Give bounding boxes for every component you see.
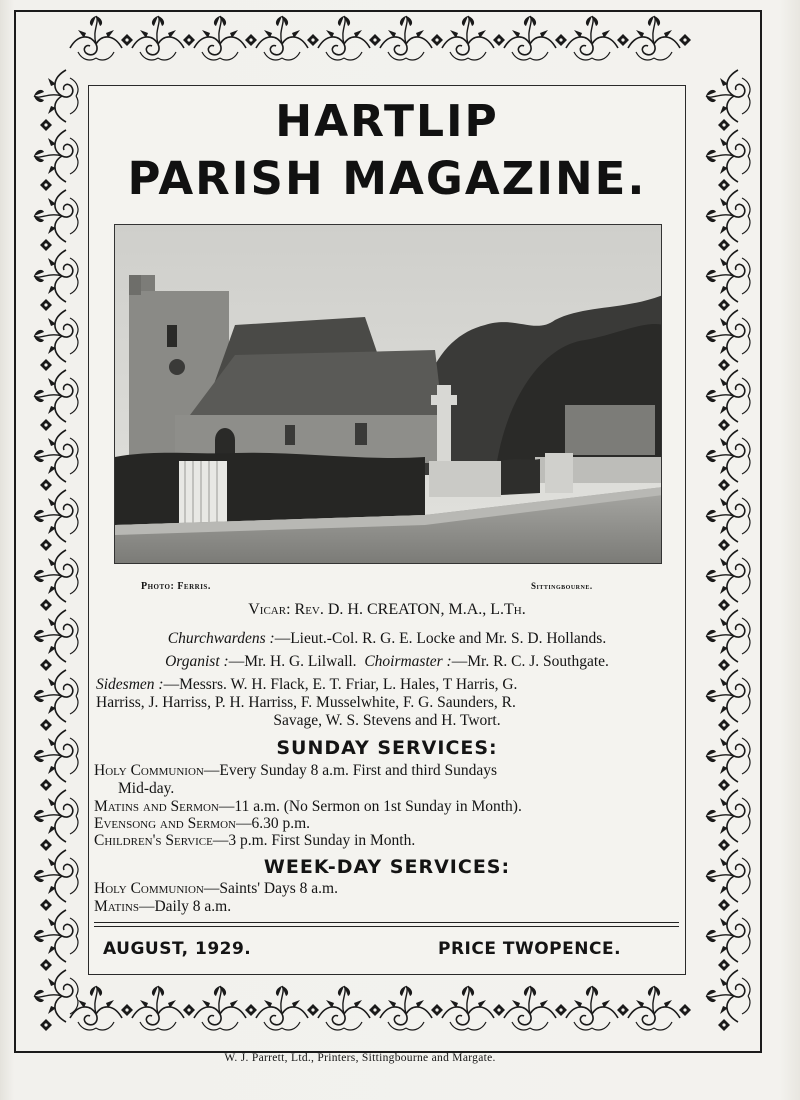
border-diamond (307, 1004, 319, 1016)
border-flourish (34, 670, 78, 722)
border-flourish (706, 130, 750, 182)
border-flourish (34, 970, 78, 1022)
masthead-title-line1: HARTLIP (275, 96, 499, 147)
border-diamond (40, 839, 52, 851)
border-flourish (706, 190, 750, 242)
sunday-matins-text: —11 a.m. (No Sermon on 1st Sunday in Month). (218, 798, 522, 815)
vicar-text: Vicar: Rev. D. H. CREATON, M.A., L.Th. (248, 601, 526, 618)
border-diamond (40, 779, 52, 791)
border-diamond (369, 1004, 381, 1016)
border-flourish (256, 986, 308, 1030)
sunday-evensong-label: Evensong and Sermon (94, 815, 236, 832)
weekday-holy-communion (94, 880, 680, 898)
border-flourish (566, 16, 618, 60)
photo-credit: Photo: Ferris. (141, 581, 211, 592)
border-diamond (718, 1019, 730, 1031)
sunday-matins-label: Matins and Sermon (94, 798, 219, 815)
organist-label: Organist : (165, 653, 229, 670)
border-diamond (40, 599, 52, 611)
border-flourish (34, 790, 78, 842)
border-flourish (34, 430, 78, 482)
border-flourish (194, 16, 246, 60)
printer-imprint: W. J. Parrett, Ltd., Printers, Sittingbourne and Margate. (224, 1052, 496, 1064)
border-diamond (718, 839, 730, 851)
photo-location: Sittingbourne. (531, 581, 593, 591)
border-diamond (40, 419, 52, 431)
church-photograph (114, 224, 662, 564)
masthead-title-line2: PARISH MAGAZINE. (127, 152, 647, 205)
sidesmen-names-3: Savage, W. S. Stevens and H. Twort. (273, 712, 501, 729)
border-diamond (40, 899, 52, 911)
border-flourish (504, 16, 556, 60)
choirmaster-name: —Mr. R. C. J. Southgate. (451, 653, 609, 670)
border-flourish (706, 850, 750, 902)
border-diamond (718, 539, 730, 551)
sidesmen-label: Sidesmen : (96, 676, 164, 693)
border-flourish (442, 986, 494, 1030)
border-flourish (706, 490, 750, 542)
weekday-matins-label: Matins (94, 898, 139, 915)
border-flourish (34, 130, 78, 182)
border-flourish (34, 70, 78, 122)
border-flourish (34, 850, 78, 902)
border-diamond (718, 179, 730, 191)
sunday-childrens-text: —3 p.m. First Sunday in Month. (212, 832, 416, 849)
border-diamond (718, 419, 730, 431)
sidesmen-names-1: —Messrs. W. H. Flack, E. T. Friar, L. Hales, T Harris, G. (163, 676, 518, 693)
border-diamond (40, 299, 52, 311)
border-flourish (628, 16, 680, 60)
border-diamond (245, 34, 257, 46)
border-flourish (706, 310, 750, 362)
border-diamond (369, 34, 381, 46)
sidesmen-names-2: Harriss, J. Harriss, P. H. Harriss, F. Musselwhite, F. G. Saunders, R. (96, 694, 516, 711)
border-flourish (628, 986, 680, 1030)
border-flourish (706, 670, 750, 722)
border-diamond (40, 479, 52, 491)
border-flourish (706, 610, 750, 662)
churchwardens-label: Churchwardens : (167, 630, 275, 647)
churchwardens-names: —Lieut.-Col. R. G. E. Locke and Mr. S. D. Hollands. (274, 630, 607, 647)
organist-line (94, 653, 680, 671)
footer-rule-top-2 (94, 926, 679, 927)
choirmaster-label: Choirmaster : (364, 653, 452, 670)
weekday-holy-communion-text: —Saints' Days 8 a.m. (203, 880, 338, 897)
border-flourish (318, 986, 370, 1030)
border-flourish (706, 550, 750, 602)
border-diamond (40, 659, 52, 671)
sunday-holy-communion-label: Holy Communion (94, 762, 204, 779)
border-flourish (34, 250, 78, 302)
border-flourish (706, 730, 750, 782)
border-diamond (40, 119, 52, 131)
border-diamond (245, 1004, 257, 1016)
footer-rule-top (94, 922, 679, 923)
border-diamond (40, 539, 52, 551)
border-diamond (718, 299, 730, 311)
border-flourish (256, 16, 308, 60)
border-flourish (566, 986, 618, 1030)
border-flourish (132, 16, 184, 60)
border-diamond (40, 179, 52, 191)
border-diamond (431, 34, 443, 46)
border-flourish (34, 490, 78, 542)
border-diamond (121, 34, 133, 46)
border-flourish (34, 910, 78, 962)
border-diamond (718, 479, 730, 491)
sidesmen-line-2 (96, 694, 682, 712)
border-diamond (718, 359, 730, 371)
border-diamond (718, 719, 730, 731)
sunday-childrens-service (94, 832, 680, 850)
border-flourish (380, 16, 432, 60)
sidesmen-line-1 (96, 676, 682, 694)
weekday-matins-text: —Daily 8 a.m. (138, 898, 232, 915)
border-flourish (34, 310, 78, 362)
border-diamond (121, 1004, 133, 1016)
sunday-holy-communion-text: —Every Sunday 8 a.m. First and third Sundays (203, 762, 498, 779)
sunday-matins (94, 798, 680, 816)
organist-name: —Mr. H. G. Lilwall. (228, 653, 357, 670)
border-flourish (34, 610, 78, 662)
border-diamond (307, 34, 319, 46)
border-flourish (318, 16, 370, 60)
border-diamond (40, 959, 52, 971)
border-diamond (718, 659, 730, 671)
border-flourish (706, 430, 750, 482)
border-diamond (718, 599, 730, 611)
sunday-holy-communion (94, 762, 680, 780)
border-diamond (555, 1004, 567, 1016)
border-diamond (718, 239, 730, 251)
issue-price: PRICE TWOPENCE. (438, 939, 622, 959)
border-flourish (194, 986, 246, 1030)
border-diamond (718, 959, 730, 971)
weekday-services-heading: WEEK-DAY SERVICES: (263, 856, 511, 878)
border-flourish (380, 986, 432, 1030)
border-flourish (34, 370, 78, 422)
border-diamond (40, 1019, 52, 1031)
border-diamond (493, 1004, 505, 1016)
border-flourish (706, 250, 750, 302)
border-flourish (706, 970, 750, 1022)
border-diamond (40, 239, 52, 251)
border-diamond (718, 779, 730, 791)
border-diamond (718, 119, 730, 131)
sunday-holy-communion-cont: Mid-day. (118, 780, 175, 797)
border-flourish (706, 790, 750, 842)
sunday-services-heading: SUNDAY SERVICES: (276, 737, 498, 759)
border-diamond (555, 34, 567, 46)
sidesmen-line-3 (94, 712, 680, 730)
border-flourish (132, 986, 184, 1030)
weekday-matins (94, 898, 680, 916)
sunday-childrens-label: Children's Service (94, 832, 213, 849)
border-flourish (504, 986, 556, 1030)
weekday-holy-communion-label: Holy Communion (94, 880, 204, 897)
border-flourish (706, 910, 750, 962)
border-diamond (679, 1004, 691, 1016)
border-diamond (40, 359, 52, 371)
border-diamond (431, 1004, 443, 1016)
border-diamond (718, 899, 730, 911)
churchwardens-line (94, 630, 680, 648)
border-flourish (706, 370, 750, 422)
border-diamond (40, 719, 52, 731)
border-flourish (706, 70, 750, 122)
sunday-evensong-text: —6.30 p.m. (235, 815, 311, 832)
issue-date: AUGUST, 1929. (103, 939, 252, 959)
border-flourish (34, 550, 78, 602)
border-diamond (183, 34, 195, 46)
border-flourish (70, 16, 122, 60)
border-diamond (679, 34, 691, 46)
sunday-evensong (94, 815, 680, 833)
border-diamond (617, 1004, 629, 1016)
vicar-line (94, 601, 680, 619)
border-flourish (34, 190, 78, 242)
border-diamond (617, 34, 629, 46)
border-flourish (34, 730, 78, 782)
border-diamond (493, 34, 505, 46)
border-flourish (442, 16, 494, 60)
border-diamond (183, 1004, 195, 1016)
